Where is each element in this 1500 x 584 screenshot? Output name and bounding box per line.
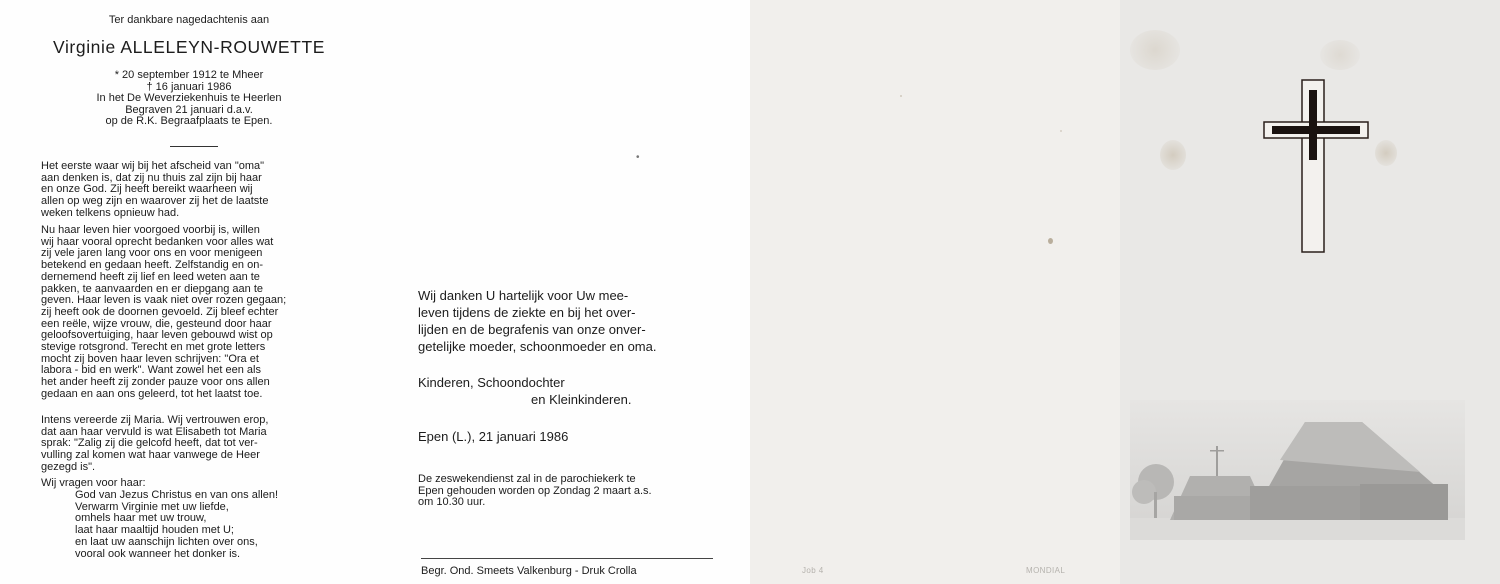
divider xyxy=(170,146,218,147)
paragraph-life xyxy=(41,225,337,401)
life-dates xyxy=(0,70,378,128)
prayer-line: God van Jezus Christus en van ons allen! xyxy=(75,489,279,501)
text-line: gezegd is". xyxy=(41,460,96,473)
date-line: In het De Weverziekenhuis te Heerlen xyxy=(96,92,282,105)
job-code: Job 4 xyxy=(802,566,824,575)
cross-icon xyxy=(1260,78,1372,254)
text-line: het ander heeft zij zonder pauze voor ons allen xyxy=(41,376,270,389)
prayer-line: en laat uw aanschijn lichten over ons, xyxy=(75,535,258,548)
text-line: Kinderen, Schoondochter xyxy=(418,375,565,390)
text-line: leven tijdens de ziekte en bij het over- xyxy=(418,305,636,320)
thanks-panel xyxy=(378,0,750,584)
deceased-name: Virginie ALLELEYN-ROUWETTE xyxy=(52,37,326,57)
text-line: sprak: "Zalig zij die gelcofd heeft, dat tot ver- xyxy=(41,437,258,450)
prayer-line: omhels haar met uw trouw, xyxy=(75,512,207,525)
text-line: dernemend heeft zij lief en leed weten aan te xyxy=(41,270,260,283)
text-line: om 10.30 uur. xyxy=(418,496,486,509)
paper-stain xyxy=(1130,30,1180,70)
text-line: Intens vereerde zij Maria. Wij vertrouwen erop, xyxy=(41,414,269,426)
farmhouse-photo xyxy=(1130,400,1465,540)
text-line: allen op weg zijn en waarover zij het de laatste xyxy=(41,195,269,208)
text-line: geloofsovertuiging, haar leven gebouwd wist op xyxy=(41,329,273,342)
obituary-panel xyxy=(0,0,378,584)
print-mark: • xyxy=(636,152,640,163)
back-panel xyxy=(750,0,1120,584)
text-line: gedaan en aan ons geleerd, tot het laatst toe. xyxy=(41,387,263,400)
text-line: en onze God. Zij heeft bereikt waarheen wij xyxy=(41,183,253,196)
paragraph-farewell xyxy=(41,161,337,220)
text-line: geven. Haar leven is vaak niet over rozen gegaan; xyxy=(41,294,287,307)
cover-panel xyxy=(1120,0,1500,584)
text-line: wij haar vooral oprecht bedanken voor alles wat xyxy=(41,235,274,248)
text-line: De zeswekendienst zal in de parochiekerk te xyxy=(418,473,636,485)
text-line: dat aan haar vervuld is wat Elisabeth tot Maria xyxy=(41,425,267,438)
text-line: Epen gehouden worden op Zondag 2 maart a.s. xyxy=(418,484,652,497)
text-line: Nu haar leven hier voorgoed voorbij is, willen xyxy=(41,224,260,236)
text-line: zij vele jaren lang voor ons en voor menigeen xyxy=(41,247,263,260)
paper-stain xyxy=(1160,140,1186,170)
prayer-line: laat haar maaltijd houden met U; xyxy=(75,524,234,537)
text-line: Wij vragen voor haar: xyxy=(41,477,146,489)
paper-speck xyxy=(1048,238,1053,244)
text-line: een reële, wijze vrouw, die, gesteund door haar xyxy=(41,317,272,330)
prayer-line: vooral ook wanneer het donker is. xyxy=(75,547,241,560)
paper-speck xyxy=(1060,130,1062,132)
thanks-text xyxy=(418,287,656,355)
date-line: op de R.K. Begraafplaats te Epen. xyxy=(105,115,273,128)
text-line: Wij danken U hartelijk voor Uw mee- xyxy=(418,288,629,303)
memorial-service xyxy=(418,474,652,509)
text-line: en Kleinkinderen. xyxy=(531,392,632,407)
paper-speck xyxy=(900,95,902,97)
date-line: * 20 september 1912 te Mheer xyxy=(114,69,264,81)
prayer-line: Verwarm Virginie met uw liefde, xyxy=(75,500,229,513)
family-signature xyxy=(418,374,631,408)
brand-mark: MONDIAL xyxy=(1026,566,1066,575)
text-line: Het eerste waar wij bij het afscheid van "oma" xyxy=(41,160,265,172)
dedication-line: Ter dankbare nagedachtenis aan xyxy=(108,14,270,26)
text-line: labora - bid en werk". Want zowel het een als xyxy=(41,364,261,377)
text-line: getelijke moeder, schoonmoeder en oma. xyxy=(418,339,657,354)
printer-credit: Begr. Ond. Smeets Valkenburg - Druk Crolla xyxy=(421,565,637,577)
text-line: pakken, te aanvaarden en er diepgang aan te xyxy=(41,282,264,295)
text-line: lijden en de begrafenis van onze onver- xyxy=(418,322,646,337)
text-line: zij heeft ook de doornen gevoeld. Zij bleef echter xyxy=(41,305,279,318)
text-line: betekend en gedaan heeft. Zelfstandig en on- xyxy=(41,259,264,272)
paragraph-maria xyxy=(41,415,337,474)
text-line: vulling zal komen wat haar vanwege de Heer xyxy=(41,449,260,462)
text-line: stevige rotsgrond. Terecht en met grote letters xyxy=(41,341,266,354)
date-line: † 16 januari 1986 xyxy=(146,80,232,93)
paper-stain xyxy=(1320,40,1360,70)
text-line: mocht zij boven haar leven schrijven: "Ora et xyxy=(41,352,259,365)
paper-stain xyxy=(1375,140,1397,166)
place-date: Epen (L.), 21 januari 1986 xyxy=(418,429,569,444)
paragraph-request xyxy=(41,478,337,490)
date-line: Begraven 21 januari d.a.v. xyxy=(125,103,253,116)
text-line: aan denken is, dat zij nu thuis zal zijn bij haar xyxy=(41,171,262,184)
divider xyxy=(421,558,713,559)
text-line: weken telkens opnieuw had. xyxy=(41,206,180,219)
prayer xyxy=(75,490,345,560)
